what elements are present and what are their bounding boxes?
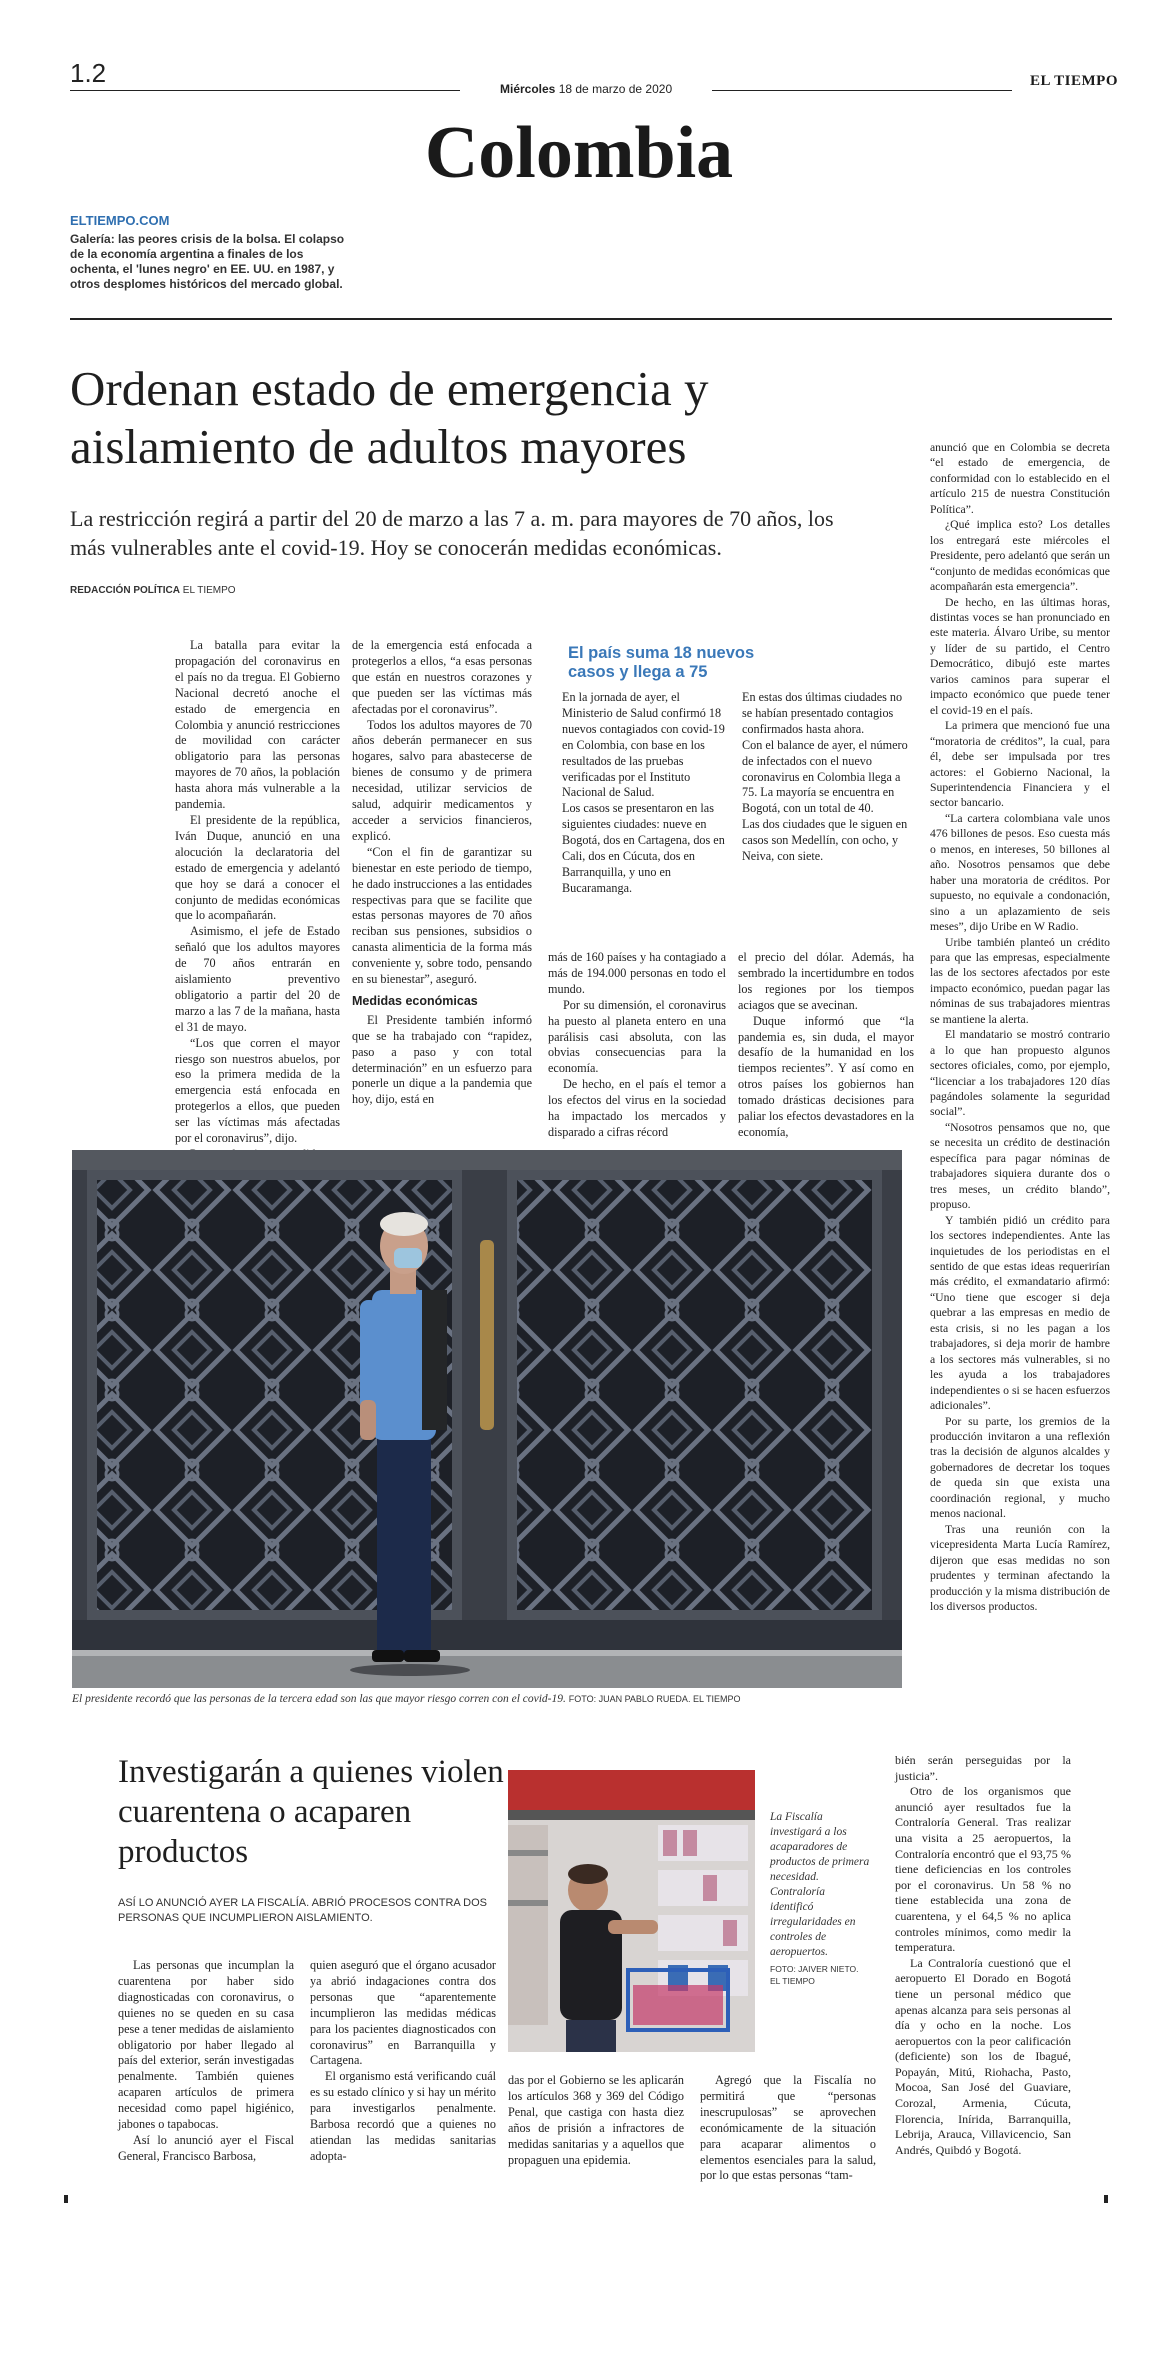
article1-headline: Ordenan estado de emergencia y aislamiento de adultos mayores — [70, 361, 709, 474]
paragraph: Agregó que la Fiscalía no permitirá que “personas inescrupulosas” se aprovechen económicamente de la situación para acaparar alimentos o elementos esenciales para la salud, por lo que estas personas “tam- — [700, 2073, 876, 2183]
article2-column-3 — [508, 2073, 684, 2168]
article2-column-2 — [310, 1958, 496, 2165]
main-photo-caption — [72, 1693, 912, 1705]
paragraph: “Nosotros pensamos que no, que se necesita un crédito de destinación específica para pagar nóminas de trabajadores siquiera durante dos o tres meses, un crédito blando”, propuso. — [930, 1120, 1110, 1212]
paragraph: El mandatario se mostró contrario a lo que han propuesto algunos sectores oficiales, como, por ejemplo, “licenciar a los trabajadores 120 días pagándoles solamente la seguridad social”. — [930, 1028, 1110, 1119]
byline-desk: REDACCIÓN POLÍTICA — [70, 585, 180, 596]
section-rule — [70, 318, 1112, 320]
paragraph: Las dos ciudades que le siguen en casos son Medellín, con ocho, y Neiva, con siete. — [742, 817, 908, 864]
paragraph: Asimismo, el jefe de Estado señaló que los adultos mayores de 70 años entrarán en aislamiento preventivo obligatorio a partir del 20 de marzo a las 7 de la mañana, hasta el 31 de mayo. — [175, 924, 340, 1034]
paragraph: Por su dimensión, el coronavirus ha puesto al planeta entero en una parálisis casi absoluta, con las obvias consecuencias para la economía. — [548, 997, 726, 1076]
article1-right-column — [930, 440, 1110, 1614]
article2-photo-caption — [770, 1810, 870, 1987]
byline-brand: EL TIEMPO — [182, 585, 236, 596]
paragraph: quien aseguró que el órgano acusador ya abrió indagaciones contra dos personas que “aparentemente incumplieron las medidas médicas para los pacientes diagnosticados con coronavirus” en Barranquilla y Cartagena. — [310, 1958, 496, 2068]
paragraph: El organismo está verificando cuál es su estado clínico y si hay un mérito para investigarlos penalmente. Barbosa recordó que a quienes no atiendan las medidas sanitarias adopta- — [310, 2069, 496, 2163]
sidebar-title: El país suma 18 nuevos casos y llega a 75 — [568, 644, 755, 681]
header-date-rest: 18 de marzo de 2020 — [558, 82, 673, 96]
paragraph: El Presidente también informó que se ha trabajado con “rapidez, paso a paso y con total determinación” en un esfuerzo para ponerle un dique a la pandemia que hoy, dijo, está en — [352, 1012, 532, 1107]
article1-column-4 — [738, 950, 914, 1141]
paragraph: De hecho, en las últimas horas, distintas voces se han pronunciado en este materia. Álvaro Uribe, su mentor y líder de su partido, el Centro Democrático, dibujó este martes varios caminos para superar el impacto económico que puede tener el covid-19 en el país. — [930, 595, 1110, 717]
article2-photo — [508, 1770, 755, 2052]
sidebar-column-1 — [562, 690, 732, 897]
paragraph: Así lo anunció ayer el Fiscal General, Francisco Barbosa, — [118, 2132, 294, 2163]
promo-text: Galería: las peores crisis de la bolsa. El colapso de la economía argentina a finales de los ochenta, el 'lunes negro' en EE. UU. en 1987, y otros desplomes históricos del mercado global. — [70, 232, 345, 291]
paragraph: En estas dos últimas ciudades no se habían presentado contagios confirmados hasta ahora. — [742, 690, 903, 736]
scan-mark — [64, 2195, 68, 2203]
paragraph: Con el balance de ayer, el número de infectados con el nuevo coronavirus en Colombia llega a 75. La mayoría se encuentra en Bogotá, con un total de 40. — [742, 737, 908, 816]
paragraph: La primera que mencionó fue una “moratoria de créditos”, la cual, para él, debe ser impulsada por tres actores: el Gobierno Nacional, la Superintendencia Financiera y el sector bancario. — [930, 719, 1110, 810]
main-photo — [72, 1150, 902, 1688]
caption-credit: FOTO: JAIVER NIETO. EL TIEMPO — [770, 1964, 859, 1986]
page-number: 1.2 — [70, 58, 107, 88]
paragraph: Por su parte, los gremios de la producción invitaron a una reflexión tras la decisión de algunos alcaldes y gobernadores de decretar los toques de queda sin que exista una coordinación regional, y mucho menos nacional. — [930, 1414, 1110, 1521]
paragraph: Las personas que incumplan la cuarentena por haber sido diagnosticadas con coronavirus, o quienes no se queden en su casa pese a tener medidas de aislamiento obligatorio por haber llegado al país del exterior, serán investigadas penalmente. También quienes acaparen artículos de primera necesidad como papel higiénico, jabones o tapabocas. — [118, 1958, 294, 2132]
paragraph: más de 160 países y ha contagiado a más de 194.000 personas en todo el mundo. — [548, 950, 726, 996]
paragraph: “Con el fin de garantizar su bienestar en este periodo de tiempo, he dado instrucciones a las entidades respectivas para que se facilite que estas personas mayores de 70 años reciban sus pensiones, subsidios o canasta alimenticia de la forma más conveniente y, sobre todo, pensando en su bienestar”, aseguró. — [352, 844, 532, 987]
brand-logo: EL TIEMPO — [1030, 73, 1118, 89]
article2-column-1 — [118, 1958, 294, 2165]
caption-text: La Fiscalía investigará a los acaparadores de productos de primera necesidad. Contraloría identificó irregularidades en controles de aeropuertos. — [770, 1811, 870, 1958]
subhead-economic-measures: Medidas económicas — [352, 993, 478, 1008]
header-rule-right — [712, 90, 1012, 91]
paragraph: El presidente de la república, Iván Duque, anunció en una alocución la declaratoria del estado de emergencia y adelantó que hoy se dará a conocer el conjunto de medidas económicas que lo acompañarán. — [175, 812, 340, 923]
scan-mark — [1104, 2195, 1108, 2203]
article2-column-4 — [700, 2073, 876, 2184]
paragraph: Duque informó que “la pandemia es, sin duda, el mayor desafío de la humanidad en los tiempos recientes”. Y así como en otros países los gobiernos han tomado drásticas decisiones para paliar los efectos devastadores en la economía, — [738, 1013, 914, 1139]
paragraph: Otro de los organismos que anunció ayer resultados fue la Contraloría General. Tras realizar una visita a 25 aeropuertos, la Contraloría encontró que el 93,75 % tiene deficiencias en los controles por el coronavirus. Un 58 % no tiene establecida una zona de cuarentena, y el 64,5 % no aplica controles mínimos, como medir la temperatura. — [895, 1784, 1071, 1955]
paragraph: de la emergencia está enfocada a protegerlos a ellos, “a esas personas que están en nuestros corazones y que pueden ser las víctimas más afectadas por el coronavirus”. — [352, 638, 532, 716]
caption-credit: FOTO: JUAN PABLO RUEDA. EL TIEMPO — [568, 1694, 741, 1704]
promo-link[interactable]: ELTIEMPO.COM — [70, 213, 170, 228]
article2-deck: ASÍ LO ANUNCIÓ AYER LA FISCALÍA. ABRIÓ PROCESOS CONTRA DOS PERSONAS QUE INCUMPLIERON AISLAMIENTO. — [118, 1897, 488, 1924]
caption-text: El presidente recordó que las personas de la tercera edad son las que mayor riesgo corren con el covid-19. — [72, 1693, 566, 1705]
article1-column-3 — [548, 950, 726, 1141]
header-date — [500, 82, 672, 96]
article1-column-1 — [175, 638, 340, 1163]
article2-headline: Investigarán a quienes violen cuarentena o acaparen productos — [118, 1754, 504, 1870]
article1-byline — [70, 585, 236, 596]
paragraph: Y también pidió un crédito para los sectores independientes. Ante las inquietudes de los periodistas en el sentido de que estas ideas requerirían más crédito, el exmandatario afirmó: “Uno tiene que escoger si deja quebrar a las empresas en medio de esta crisis, si no les pagan a los trabajadores, si deja morir de hambre a los sectores más vulnerables, si no les ayuda a los trabajadores independientes o si se hacen esfuerzos adicionales”. — [930, 1213, 1110, 1413]
paragraph: Todos los adultos mayores de 70 años deberán permanecer en sus hogares, salvo para abastecerse de bienes de consumo y de primera necesidad, utilizar servicios de salud, adquirir medicamentos y acceder a servicios financieros, explicó. — [352, 717, 532, 843]
paragraph: Los casos se presentaron en las siguientes ciudades: nueve en Bogotá, dos en Cartagena, dos en Cali, dos en Cúcuta, dos en Barranquilla, y uno en Bucaramanga. — [562, 801, 725, 895]
paragraph: La batalla para evitar la propagación del coronavirus en el país no da tregua. El Gobierno Nacional decretó anoche el estado de emergencia en Colombia y anunció restricciones de movilidad con carácter obligatorio para las personas mayores de 70 años, la población hasta ahora más vulnerable a la pandemia. — [175, 638, 340, 812]
paragraph: Uribe también planteó un crédito para que las empresas, especialmente las de los sectores afectados por este impacto económico, puedan pagar las nóminas de sus trabajadores mientras se mantiene la alerta. — [930, 935, 1110, 1026]
article1-column-2 — [352, 638, 532, 1108]
paragraph: anunció que en Colombia se decreta “el estado de emergencia, de conformidad con lo establecido en el artículo 215 de nuestra Constitución Política”. — [930, 441, 1110, 516]
paragraph: ¿Qué implica esto? Los detalles los entregará este miércoles el Presidente, pero adelantó que serán un “conjunto de medidas económicas que acompañarán esta emergencia”. — [930, 518, 1110, 594]
paragraph: De hecho, en el país el temor a los efectos del virus en la sociedad ha impactado los mercados y disparado a cifras récord — [548, 1077, 726, 1139]
paragraph: En la jornada de ayer, el Ministerio de Salud confirmó 18 nuevos contagiados con covid-19 en Colombia, con base en los resultados de las pruebas verificadas por el Instituto Nacional de Salud. — [562, 690, 725, 800]
paragraph: das por el Gobierno se les aplicarán los artículos 368 y 369 del Código Penal, que castiga con hasta diez años de prisión a infractores de medidas sanitarias y a aquellos que propaguen una epidemia. — [508, 2073, 684, 2167]
paragraph: Tras una reunión con la vicepresidenta Marta Lucía Ramírez, dijeron que esas medidas no son prudentes y terminan afectando la producción y la misma distribución de los diversos productos. — [930, 1522, 1110, 1613]
article2-right-column — [895, 1753, 1071, 2158]
sidebar-column-2 — [742, 690, 910, 865]
paragraph: el precio del dólar. Además, ha sembrado la incertidumbre en todos los regiones por los tiempos aciagos que se avecinan. — [738, 950, 914, 1012]
section-title: Colombia — [424, 112, 734, 194]
paragraph: “Los que corren el mayor riesgo son nuestros abuelos, por eso la primera medida de la emergencia está enfocada en protegerlos a ellos, que pueden ser las víctimas más afectadas por el coronavirus”, dijo. — [175, 1035, 340, 1146]
header-rule-left — [70, 90, 460, 91]
header-date-day: Miércoles — [500, 82, 556, 96]
paragraph: bién serán perseguidas por la justicia”. — [895, 1753, 1071, 1783]
paragraph: “La cartera colombiana vale unos 476 billones de pesos. Eso cuesta más o menos, en intereses, 50 billones al año. Nosotros pensamos que debe haber una moratoria de créditos. Por supuesto, no equivale a condonación, sino a un aplazamiento de seis meses”, dijo Uribe en W Radio. — [930, 811, 1110, 934]
article1-deck: La restricción regirá a partir del 20 de marzo a las 7 a. m. para mayores de 70 años, los más vulnerables ante el covid-19. Hoy se conocerán medidas económicas. — [70, 506, 834, 560]
paragraph: La Contraloría cuestionó que el aeropuerto El Dorado en Bogotá tiene un personal médico que apenas alcanza para seis personas al día y ocho en la noche. Los aeropuertos con la peor calificación (deficiente) son los de Ibagué, Popayán, Mitú, Riohacha, Pasto, Mocoa, San José del Guaviare, Corozal, Armenia, Cúcuta, Florencia, Inírida, Barranquilla, Lebrija, Arauca, Villavicencio, San Andrés, Quibdó y Bogotá. — [895, 1955, 1071, 2157]
